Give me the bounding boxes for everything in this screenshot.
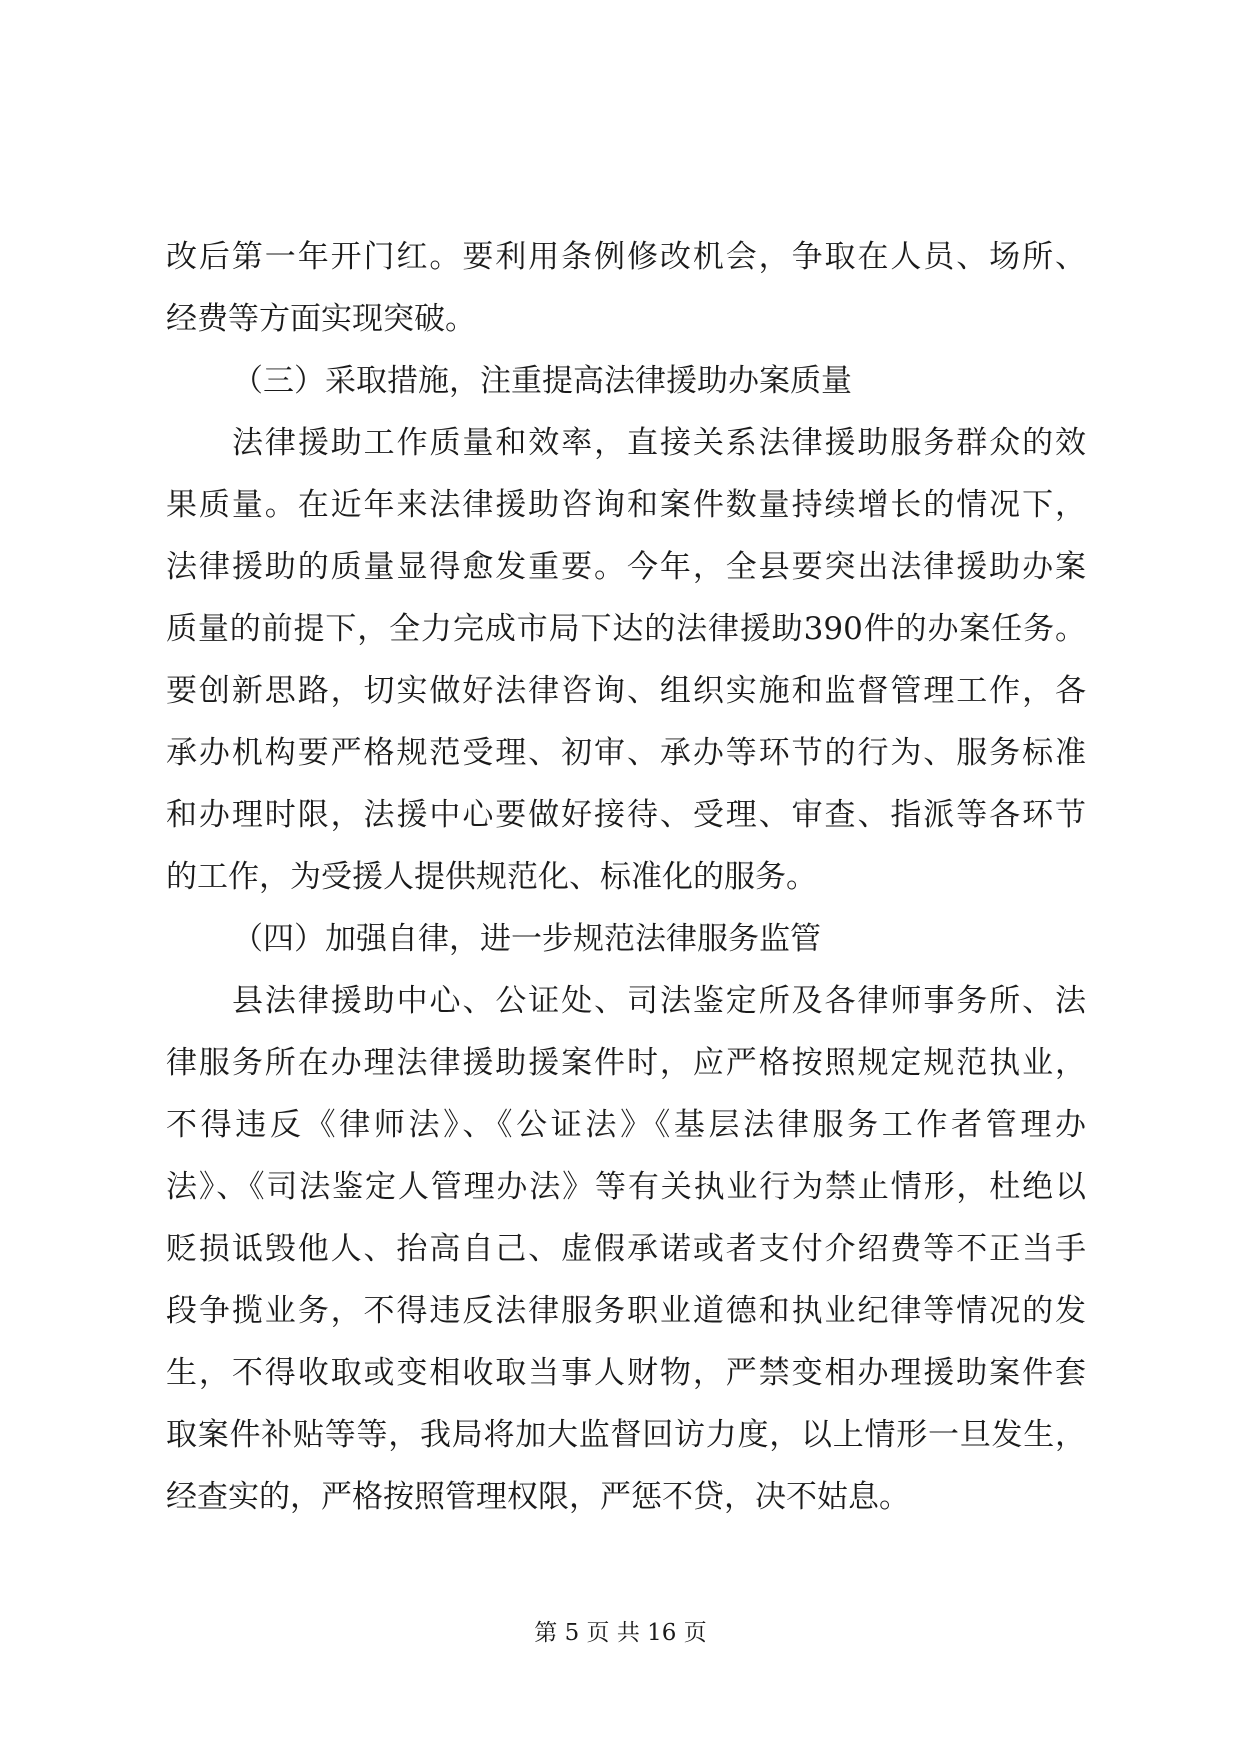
paragraph-line: 不得违反《律师法》、《公证法》《基层法律服务工作者管理办 — [166, 1107, 1086, 1143]
paragraph-line: 法》、《司法鉴定人管理办法》等有关执业行为禁止情形，杜绝以 — [166, 1169, 1086, 1205]
section-heading: （四）加强自律，进一步规范法律服务监管 — [232, 921, 821, 957]
paragraph-line: 律服务所在办理法律援助援案件时，应严格按照规定规范执业， — [166, 1045, 1086, 1081]
paragraph-line: 的工作，为受援人提供规范化、标准化的服务。 — [166, 859, 817, 895]
page-number-footer: 第 5 页 共 16 页 — [534, 1620, 707, 1646]
paragraph-line: 要创新思路，切实做好法律咨询、组织实施和监督管理工作，各 — [166, 673, 1086, 709]
paragraph-line: 和办理时限，法援中心要做好接待、受理、审查、指派等各环节 — [166, 797, 1086, 833]
paragraph-line: 承办机构要严格规范受理、初审、承办等环节的行为、服务标准 — [166, 735, 1086, 771]
paragraph-line: 贬损诋毁他人、抬高自己、虚假承诺或者支付介绍费等不正当手 — [166, 1231, 1086, 1267]
paragraph-line: 取案件补贴等等，我局将加大监督回访力度，以上情形一旦发生， — [166, 1417, 1086, 1453]
paragraph-line: 经查实的，严格按照管理权限，严惩不贷，决不姑息。 — [166, 1479, 910, 1515]
paragraph-line: 经费等方面实现突破。 — [166, 301, 476, 337]
document-body — [166, 226, 1086, 1528]
section-heading: （三）采取措施，注重提高法律援助办案质量 — [232, 363, 852, 399]
paragraph-line: 生，不得收取或变相收取当事人财物，严禁变相办理援助案件套 — [166, 1355, 1086, 1391]
paragraph-line: 县法律援助中心、公证处、司法鉴定所及各律师事务所、法 — [232, 983, 1086, 1019]
paragraph-line: 质量的前提下，全力完成市局下达的法律援助390件的办案任务。 — [166, 611, 1086, 647]
paragraph-line: 改后第一年开门红。要利用条例修改机会，争取在人员、场所、 — [166, 239, 1086, 275]
paragraph-line: 法律援助工作质量和效率，直接关系法律援助服务群众的效 — [232, 425, 1086, 461]
paragraph-line: 果质量。在近年来法律援助咨询和案件数量持续增长的情况下， — [166, 487, 1086, 523]
paragraph-line: 法律援助的质量显得愈发重要。今年，全县要突出法律援助办案 — [166, 549, 1086, 585]
paragraph-line: 段争揽业务，不得违反法律服务职业道德和执业纪律等情况的发 — [166, 1293, 1086, 1329]
